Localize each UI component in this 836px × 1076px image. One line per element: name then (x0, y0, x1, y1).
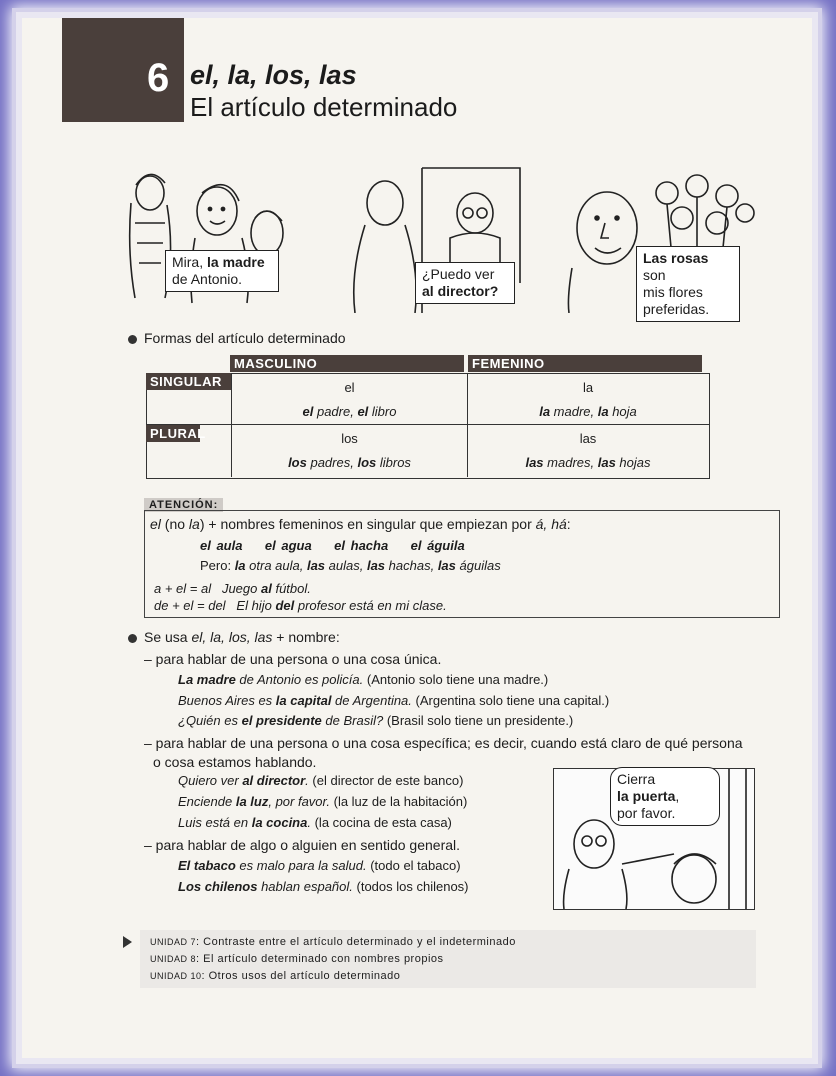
use-general: – para hablar de algo o alguien en sentido general. (144, 837, 461, 853)
use-specific-line-1: – para hablar de una persona o una cosa específica; es decir, cuando está claro de qué persona (144, 735, 743, 751)
cell-sing-masc-article: el (344, 380, 355, 395)
use-general-example-2: Los chilenos hablan español. (todos los chilenos) (178, 879, 469, 894)
chapter-number: 6 (147, 56, 170, 100)
speech-bubble-mother: Mira, la madre de Antonio. (165, 250, 279, 292)
see-also-unit7[interactable]: UNIDAD 7: Contraste entre el artículo determinado y el indeterminado (150, 936, 516, 948)
atencion-label: ATENCIÓN: (144, 498, 223, 512)
atencion-rule: el (no la) + nombres femeninos en singular que empiezan por á, há: (150, 516, 571, 532)
col-header-masculino: MASCULINO (230, 355, 464, 372)
use-unique-example-3: ¿Quién es el presidente de Brasil? (Brasil solo tiene un presidente.) (178, 713, 574, 728)
use-unique: – para hablar de una persona o una cosa única. (144, 651, 442, 667)
cell-plur-masc-article: los (341, 431, 358, 446)
use-specific-example-1: Quiero ver al director. (el director de este banco) (178, 773, 464, 788)
row-header-plural: PLURAL (146, 425, 200, 442)
bullet-icon (128, 634, 137, 643)
cell-sing-masc-example: el padre, el libro (302, 404, 397, 419)
use-unique-example-1: La madre de Antonio es policía. (Antonio solo tiene una madre.) (178, 672, 549, 687)
cell-sing-fem-example: la madre, la hoja (539, 404, 637, 419)
speech-bubble-director: ¿Puedo ver al director? (415, 262, 515, 304)
section-forms-heading: Formas del artículo determinado (144, 330, 346, 346)
atencion-contraction-al: a + el = al Juego al fútbol. (154, 581, 311, 596)
cell-plur-fem-article: las (579, 431, 597, 446)
cell-plur-masc-example: los padres, los libros (288, 455, 411, 470)
speech-bubble-roses: Las rosas son mis flores preferidas. (636, 246, 740, 322)
bullet-icon (128, 335, 137, 344)
row-header-singular: SINGULAR (146, 373, 231, 390)
title-articles: el, la, los, las (190, 60, 357, 90)
cell-sing-fem-article: la (582, 380, 594, 395)
atencion-examples: el aula el agua el hacha el águila (200, 538, 465, 553)
title-main: El artículo determinado (190, 92, 458, 122)
use-specific-example-2: Enciende la luz, por favor. (la luz de la habitación) (178, 794, 468, 809)
atencion-contraction-del: de + el = del El hijo del profesor está en mi clase. (154, 598, 447, 613)
use-specific-example-3: Luis está en la cocina. (la cocina de esta casa) (178, 815, 452, 830)
book-page (22, 18, 812, 1058)
use-unique-example-2: Buenos Aires es la capital de Argentina. (Argentina solo tiene una capital.) (178, 693, 610, 708)
see-also-unit8[interactable]: UNIDAD 8: El artículo determinado con nombres propios (150, 953, 444, 965)
atencion-pero: Pero: la otra aula, las aulas, las hachas, las águilas (200, 558, 501, 573)
section-uses-heading: Se usa el, la, los, las + nombre: (144, 629, 340, 645)
use-general-example-1: El tabaco es malo para la salud. (todo el tabaco) (178, 858, 461, 873)
cell-plur-fem-example: las madres, las hojas (525, 455, 651, 470)
speech-bubble-door: Cierra la puerta, por favor. (610, 767, 720, 826)
table-divider (146, 424, 709, 425)
see-also-unit10[interactable]: UNIDAD 10: Otros usos del artículo determinado (150, 970, 401, 982)
arrow-right-icon (123, 936, 132, 948)
col-header-femenino: FEMENINO (468, 355, 702, 372)
use-specific-line-2: o cosa estamos hablando. (153, 754, 317, 770)
